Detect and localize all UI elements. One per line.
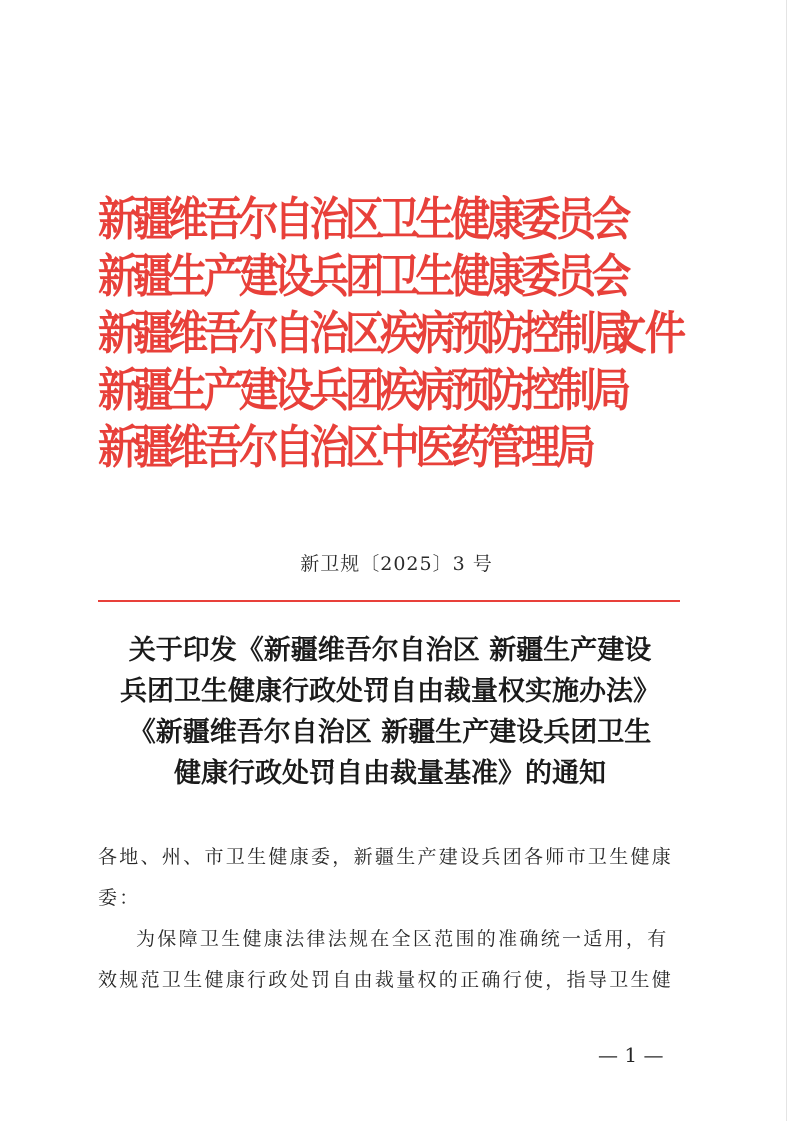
issuing-organization-5: 新疆维吾尔自治区中医药管理局 xyxy=(98,420,592,474)
notice-title-line-1: 关于印发《新疆维吾尔自治区 新疆生产建设 xyxy=(128,635,652,666)
issuing-organization-3: 新疆维吾尔自治区疾病预防控制局 xyxy=(98,306,627,360)
paragraph-line-2: 效规范卫生健康行政处罚自由裁量权的正确行使，指导卫生健 xyxy=(98,969,674,991)
addressee-line-2: 委： xyxy=(98,887,141,909)
issuing-organization-1: 新疆维吾尔自治区卫生健康委员会 xyxy=(98,192,627,246)
body-paragraph xyxy=(98,919,686,1001)
notice-title-line-2: 兵团卫生健康行政处罚自由裁量权实施办法》 xyxy=(120,676,660,707)
document-label: 文件 xyxy=(605,306,685,360)
issuing-organization-4: 新疆生产建设兵团疾病预防控制局 xyxy=(98,363,627,417)
notice-title xyxy=(90,630,690,794)
addressee xyxy=(98,837,686,919)
document-header xyxy=(98,190,698,480)
page-number: — 1 — xyxy=(598,1043,664,1067)
notice-title-line-3: 《新疆维吾尔自治区 新疆生产建设兵团卫生 xyxy=(128,717,652,748)
addressee-line-1: 各地、州、市卫生健康委，新疆生产建设兵团各师市卫生健康 xyxy=(98,846,674,868)
red-separator-rule xyxy=(98,600,680,602)
notice-title-line-4: 健康行政处罚自由裁量基准》的通知 xyxy=(174,758,606,789)
paragraph-line-1: 为保障卫生健康法律法规在全区范围的准确统一适用，有 xyxy=(136,928,669,950)
document-number: 新卫规〔2025〕3 号 xyxy=(300,553,493,575)
issuing-organization-2: 新疆生产建设兵团卫生健康委员会 xyxy=(98,249,627,303)
